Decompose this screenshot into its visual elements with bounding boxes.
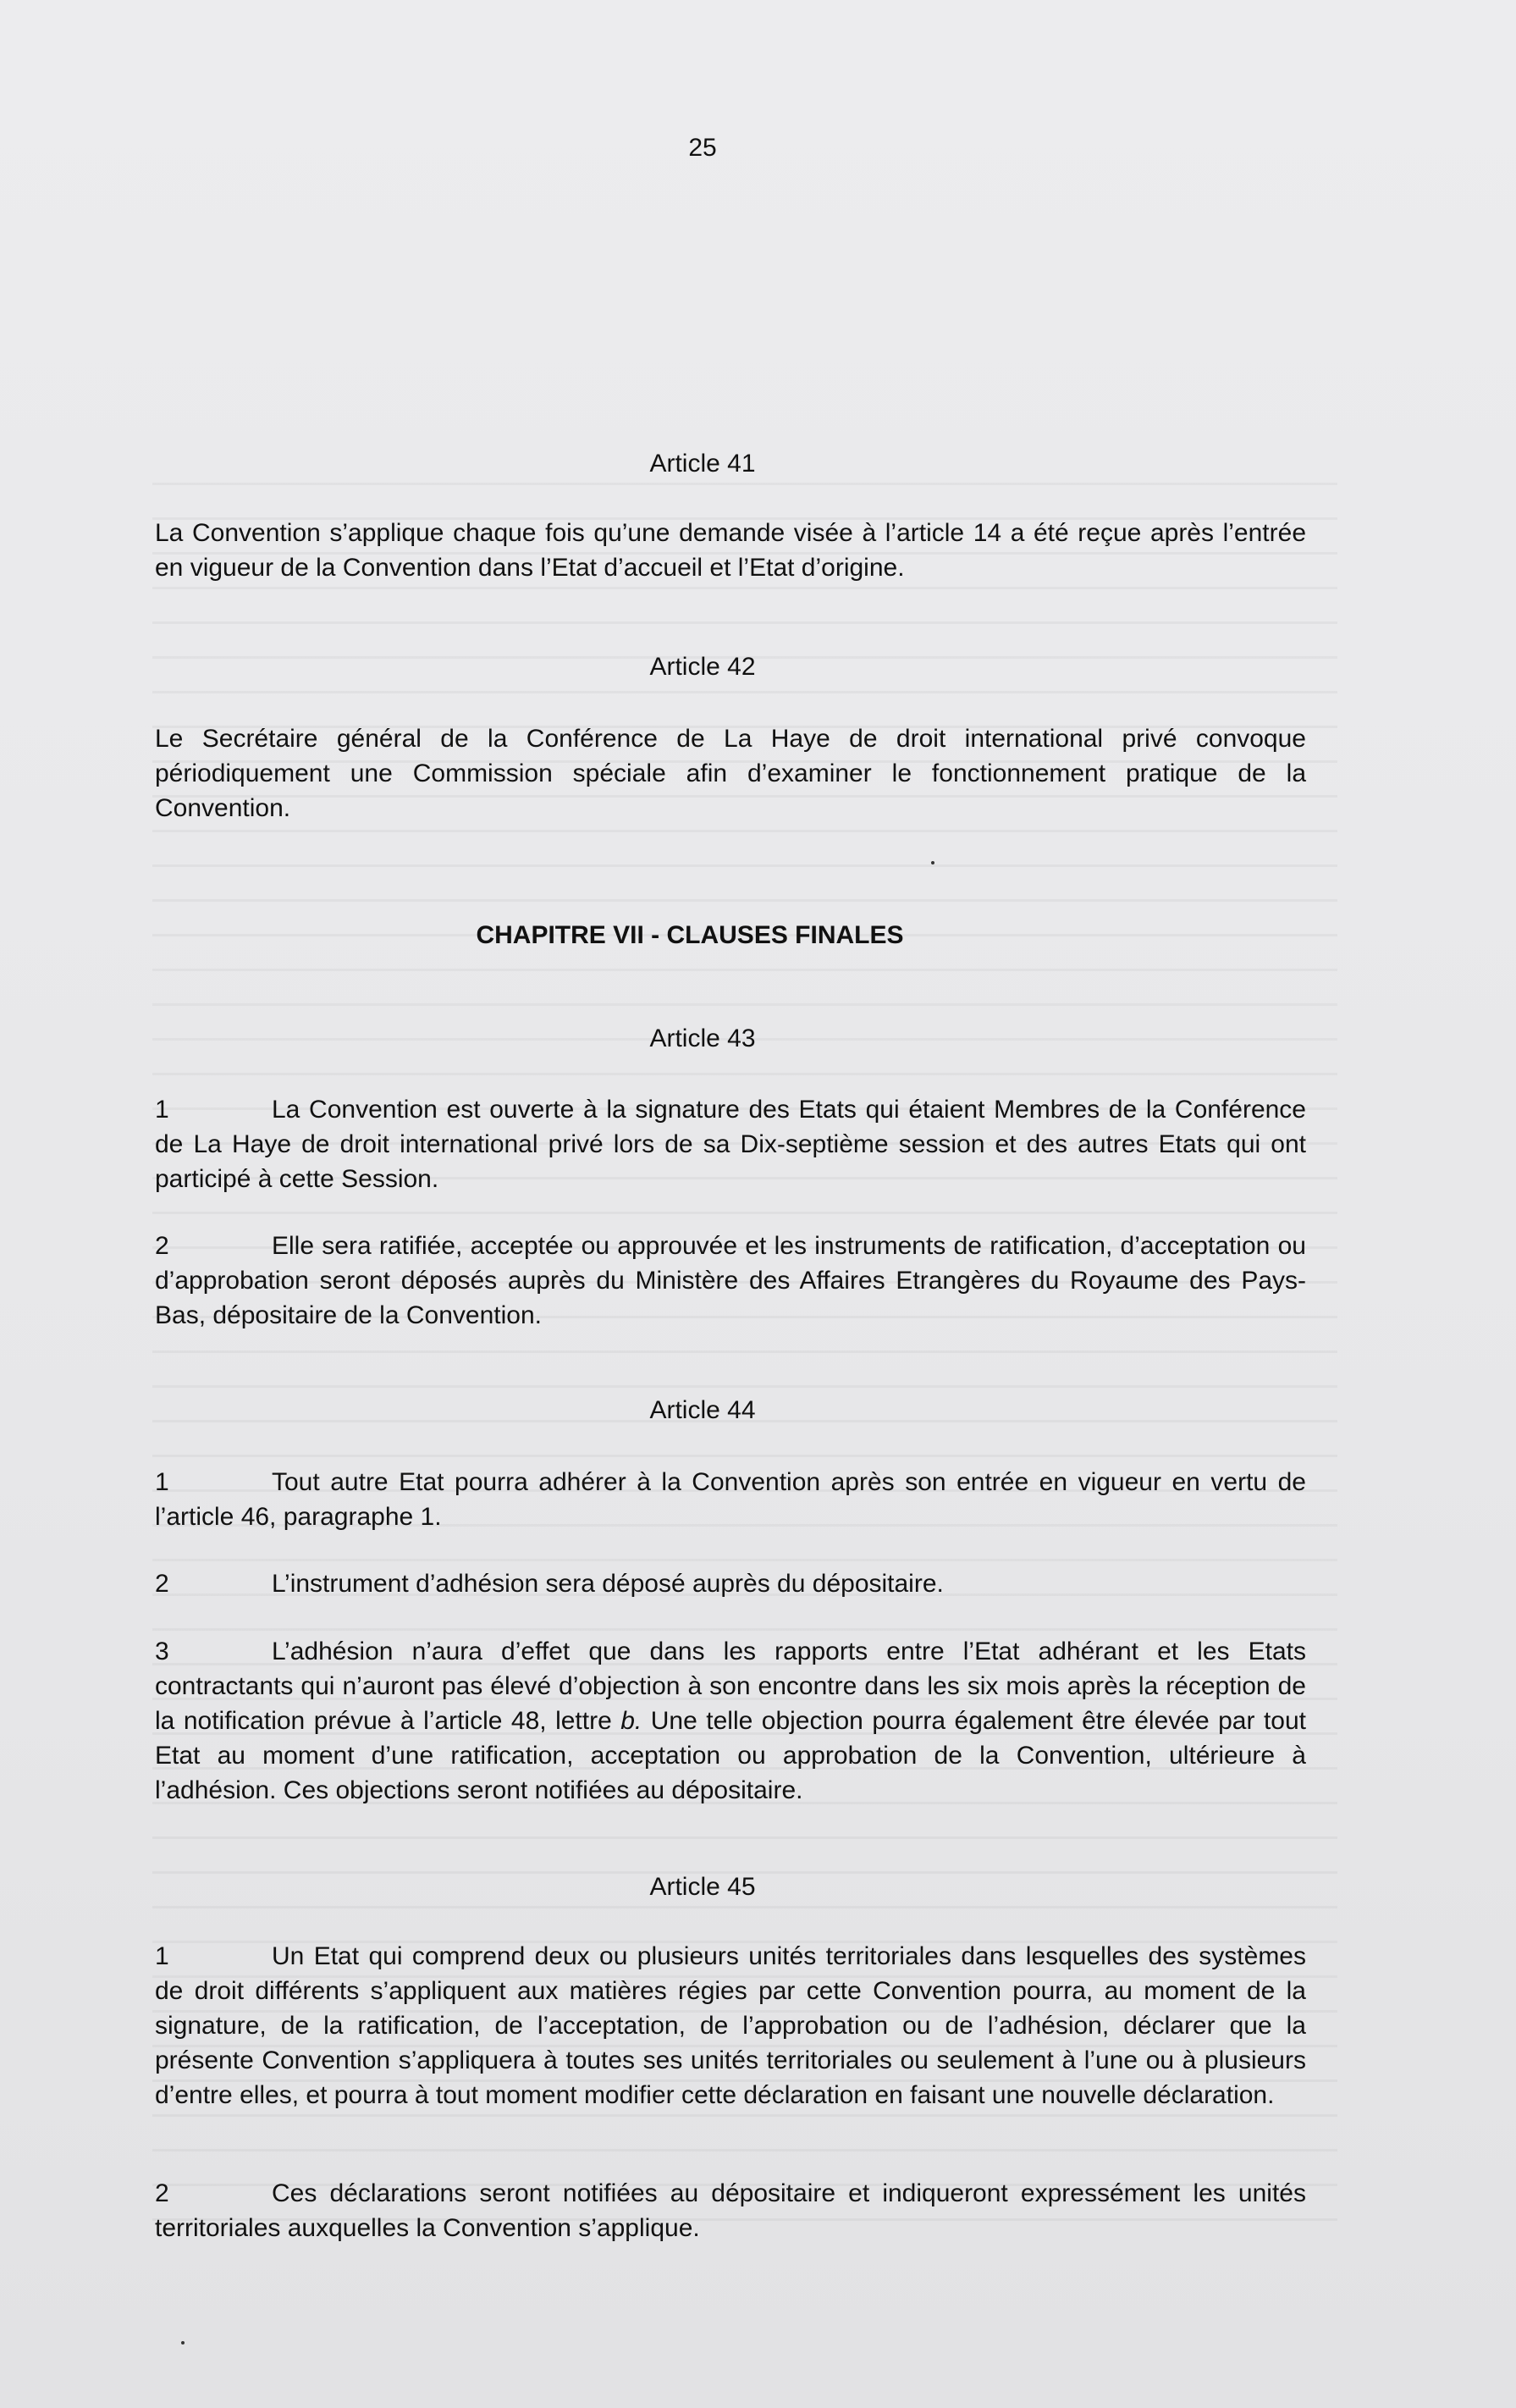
paragraph-number: 2 [155, 2179, 169, 2207]
scan-speck [931, 861, 934, 864]
letter-reference: b. [620, 1707, 642, 1735]
article-42-heading: Article 42 [649, 653, 756, 681]
paragraph-number: 1 [155, 1468, 169, 1496]
paragraph-text: La Convention est ouverte à la signature des Etats qui étaient Membres de la Conférence de La Haye de droit international privé lors de sa Dix-septième session et des autres Etats qui ont participé à cette Session. [155, 1096, 1306, 1193]
article-41-text: La Convention s’applique chaque fois qu’une demande visée à l’article 14 a été reçue après l’entrée en vigueur de la Convention dans l’Etat d’accueil et l’Etat d’origine. [155, 519, 1306, 582]
scan-speck [181, 2341, 185, 2344]
paragraph-text: Tout autre Etat pourra adhérer à la Convention après son entrée en vigueur en vertu de l’article 46, paragraphe 1. [155, 1468, 1306, 1531]
paragraph-text: Un Etat qui comprend deux ou plusieurs unités territoriales dans lesquelles des systèmes de droit différents s’appliquent aux matières régies par cette Convention pourra, au moment de la signature, de la ratification, de l’acceptation, de l’approbation ou de l’adhésion, déclarer que la présente Convention s’appliquera à toutes ses unités territoriales ou seulement à l’une ou à plusieurs d’entre elles, et pourra à tout moment modifier cette déclaration en faisant une nouvelle déclaration. [155, 1942, 1306, 2109]
paragraph-text: L’adhésion n’aura d’effet que dans les rapports entre l’Etat adhérant et les Etats contractants qui n’auront pas élevé d’objection à son encontre dans les six mois après la réception de la notification prévue à l’article 48, lettre [155, 1638, 1306, 1735]
article-44-paragraph-1 [155, 1465, 1306, 1534]
page-number: 25 [688, 134, 717, 162]
paragraph-text-continued: Une telle objection pourra également être élevée par tout Etat au moment d’une ratification, acceptation ou approbation de la Convention, ultérieure à l’adhésion. Ces objections seront notifiées au dépositaire. [155, 1707, 1306, 1804]
paragraph-text: L’instrument d’adhésion sera déposé auprès du dépositaire. [272, 1570, 944, 1598]
article-43-paragraph-1 [155, 1092, 1306, 1196]
chapter-heading: CHAPITRE VII - CLAUSES FINALES [476, 921, 904, 949]
article-43-heading: Article 43 [649, 1025, 756, 1052]
paragraph-number: 2 [155, 1570, 169, 1598]
paragraph-text: Ces déclarations seront notifiées au dépositaire et indiqueront expressément les unités territoriales auxquelles la Convention s’applique. [155, 2179, 1306, 2242]
article-44-heading: Article 44 [649, 1396, 756, 1424]
article-45-paragraph-2 [155, 2176, 1306, 2245]
article-44-paragraph-2 [155, 1566, 1306, 1601]
paragraph-number: 2 [155, 1232, 169, 1260]
paragraph-number: 3 [155, 1638, 169, 1665]
article-44-paragraph-3 [155, 1634, 1306, 1808]
paragraph-text: Elle sera ratifiée, acceptée ou approuvée et les instruments de ratification, d’acceptation ou d’approbation seront déposés auprès du Ministère des Affaires Etrangères du Royaume des Pays-Bas, dépositaire de la Convention. [155, 1232, 1306, 1329]
paragraph-number: 1 [155, 1942, 169, 1970]
article-42-text: Le Secrétaire général de la Conférence de La Haye de droit international privé convoque périodiquement une Commission spéciale afin d’examiner le fonctionnement pratique de la Convention. [155, 725, 1306, 822]
article-41-heading: Article 41 [649, 450, 756, 478]
article-43-paragraph-2 [155, 1229, 1306, 1333]
paragraph-number: 1 [155, 1096, 169, 1124]
article-45-heading: Article 45 [649, 1873, 756, 1901]
article-45-paragraph-1 [155, 1939, 1306, 2113]
